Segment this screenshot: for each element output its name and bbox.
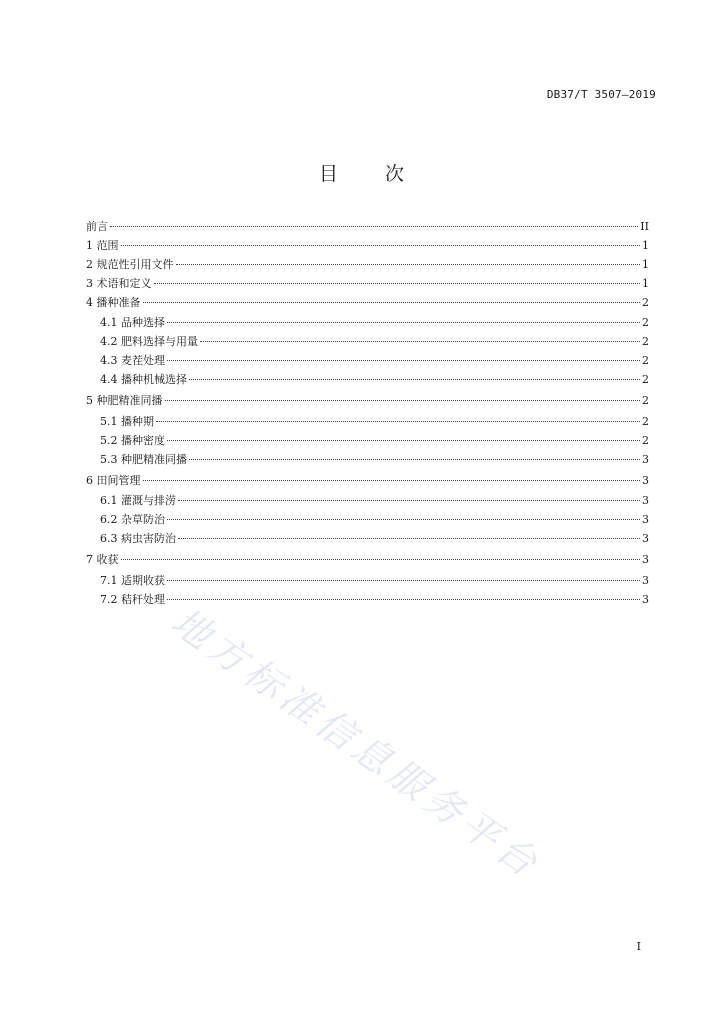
toc-leader-dots	[121, 245, 641, 246]
toc-entry-label: 7 收获	[86, 553, 119, 567]
toc-entry[interactable]	[86, 413, 649, 432]
toc-entry-label: 4 播种准备	[86, 295, 141, 309]
toc-leader-dots	[143, 302, 641, 303]
toc-entry-page: 3	[642, 452, 649, 466]
toc-leader-dots	[167, 322, 640, 323]
toc-entry[interactable]	[86, 551, 649, 570]
toc-entry[interactable]	[86, 472, 649, 491]
toc-entry[interactable]	[86, 591, 649, 610]
toc-entry-label: 2 规范性引用文件	[86, 257, 174, 271]
toc-leader-dots	[167, 599, 640, 600]
toc-entry-page: 3	[642, 494, 649, 508]
toc-leader-dots	[156, 421, 640, 422]
toc-entry[interactable]	[86, 432, 649, 451]
toc-entry-page: 2	[642, 433, 649, 447]
toc-entry[interactable]	[86, 314, 649, 333]
toc-entry-page: 1	[642, 257, 649, 271]
toc-entry[interactable]	[86, 352, 649, 371]
toc-entry-label: 7.1 适期收获	[100, 574, 165, 588]
toc-entry-page: 3	[642, 473, 649, 487]
watermark: 地方标准信息服务平台	[163, 599, 550, 888]
toc-entry-label: 7.2 秸秆处理	[100, 592, 165, 606]
toc-entry-label: 6.3 病虫害防治	[100, 532, 176, 546]
toc-entry-label: 6 田间管理	[86, 473, 141, 487]
toc-entry-page: 2	[642, 394, 649, 408]
toc-entry[interactable]	[86, 237, 649, 256]
toc-entry[interactable]	[86, 256, 649, 275]
toc-entry-page: 3	[642, 592, 649, 606]
toc-entry[interactable]	[86, 572, 649, 591]
toc-entry-page: 3	[642, 532, 649, 546]
toc-entry-page: 2	[642, 354, 649, 368]
toc-entry[interactable]	[86, 275, 649, 294]
toc-leader-dots	[143, 480, 641, 481]
toc-entry-label: 5.1 播种期	[100, 414, 154, 428]
toc-entry-label: 1 范围	[86, 238, 119, 252]
toc-entry[interactable]	[86, 492, 649, 511]
toc-entry[interactable]	[86, 371, 649, 390]
toc-entry-page: 2	[642, 335, 649, 349]
toc-entry-label: 4.3 麦茬处理	[100, 354, 165, 368]
toc-entry[interactable]	[86, 392, 649, 411]
table-of-contents	[86, 218, 649, 610]
toc-entry[interactable]	[86, 511, 649, 530]
toc-entry-label: 6.1 灌溉与排涝	[100, 494, 176, 508]
toc-entry-page: 1	[642, 276, 649, 290]
toc-entry-label: 4.2 肥料选择与用量	[100, 335, 198, 349]
page-title	[0, 159, 724, 186]
toc-entry-label: 4.1 品种选择	[100, 316, 165, 330]
toc-entry-label: 5.2 播种密度	[100, 433, 165, 447]
toc-leader-dots	[178, 538, 640, 539]
toc-entry-label: 4.4 播种机械选择	[100, 373, 187, 387]
toc-entry-page: 3	[642, 513, 649, 527]
toc-leader-dots	[189, 379, 640, 380]
toc-leader-dots	[176, 264, 641, 265]
toc-leader-dots	[167, 440, 640, 441]
document-code: DB37/T 3507—2019	[546, 88, 656, 101]
page-number: I	[636, 940, 641, 953]
toc-entry-page: 3	[642, 553, 649, 567]
toc-entry-page: 2	[642, 316, 649, 330]
toc-leader-dots	[165, 400, 641, 401]
toc-leader-dots	[200, 341, 640, 342]
toc-leader-dots	[189, 459, 640, 460]
toc-entry-label: 6.2 杂草防治	[100, 513, 165, 527]
toc-entry-page: 2	[642, 373, 649, 387]
toc-leader-dots	[121, 559, 641, 560]
toc-entry[interactable]	[86, 294, 649, 313]
toc-entry-page: 2	[642, 295, 649, 309]
toc-entry-label: 5.3 种肥精准同播	[100, 452, 187, 466]
page-title-char-1: 目	[318, 163, 339, 185]
toc-leader-dots	[167, 580, 640, 581]
toc-entry-label: 前言	[86, 220, 108, 233]
toc-entry[interactable]	[86, 333, 649, 352]
toc-leader-dots	[167, 360, 640, 361]
toc-leader-dots	[110, 226, 638, 227]
toc-leader-dots	[154, 283, 641, 284]
toc-entry[interactable]	[86, 218, 649, 237]
toc-entry-page: 1	[642, 238, 649, 252]
toc-leader-dots	[178, 500, 640, 501]
toc-entry-label: 3 术语和定义	[86, 276, 152, 290]
toc-entry-label: 5 种肥精准同播	[86, 394, 163, 408]
toc-leader-dots	[167, 519, 640, 520]
toc-entry[interactable]	[86, 451, 649, 470]
toc-entry[interactable]	[86, 530, 649, 549]
toc-entry-page: 2	[642, 414, 649, 428]
page-title-char-2: 次	[385, 163, 406, 185]
toc-entry-page: II	[640, 220, 649, 233]
toc-entry-page: 3	[642, 574, 649, 588]
